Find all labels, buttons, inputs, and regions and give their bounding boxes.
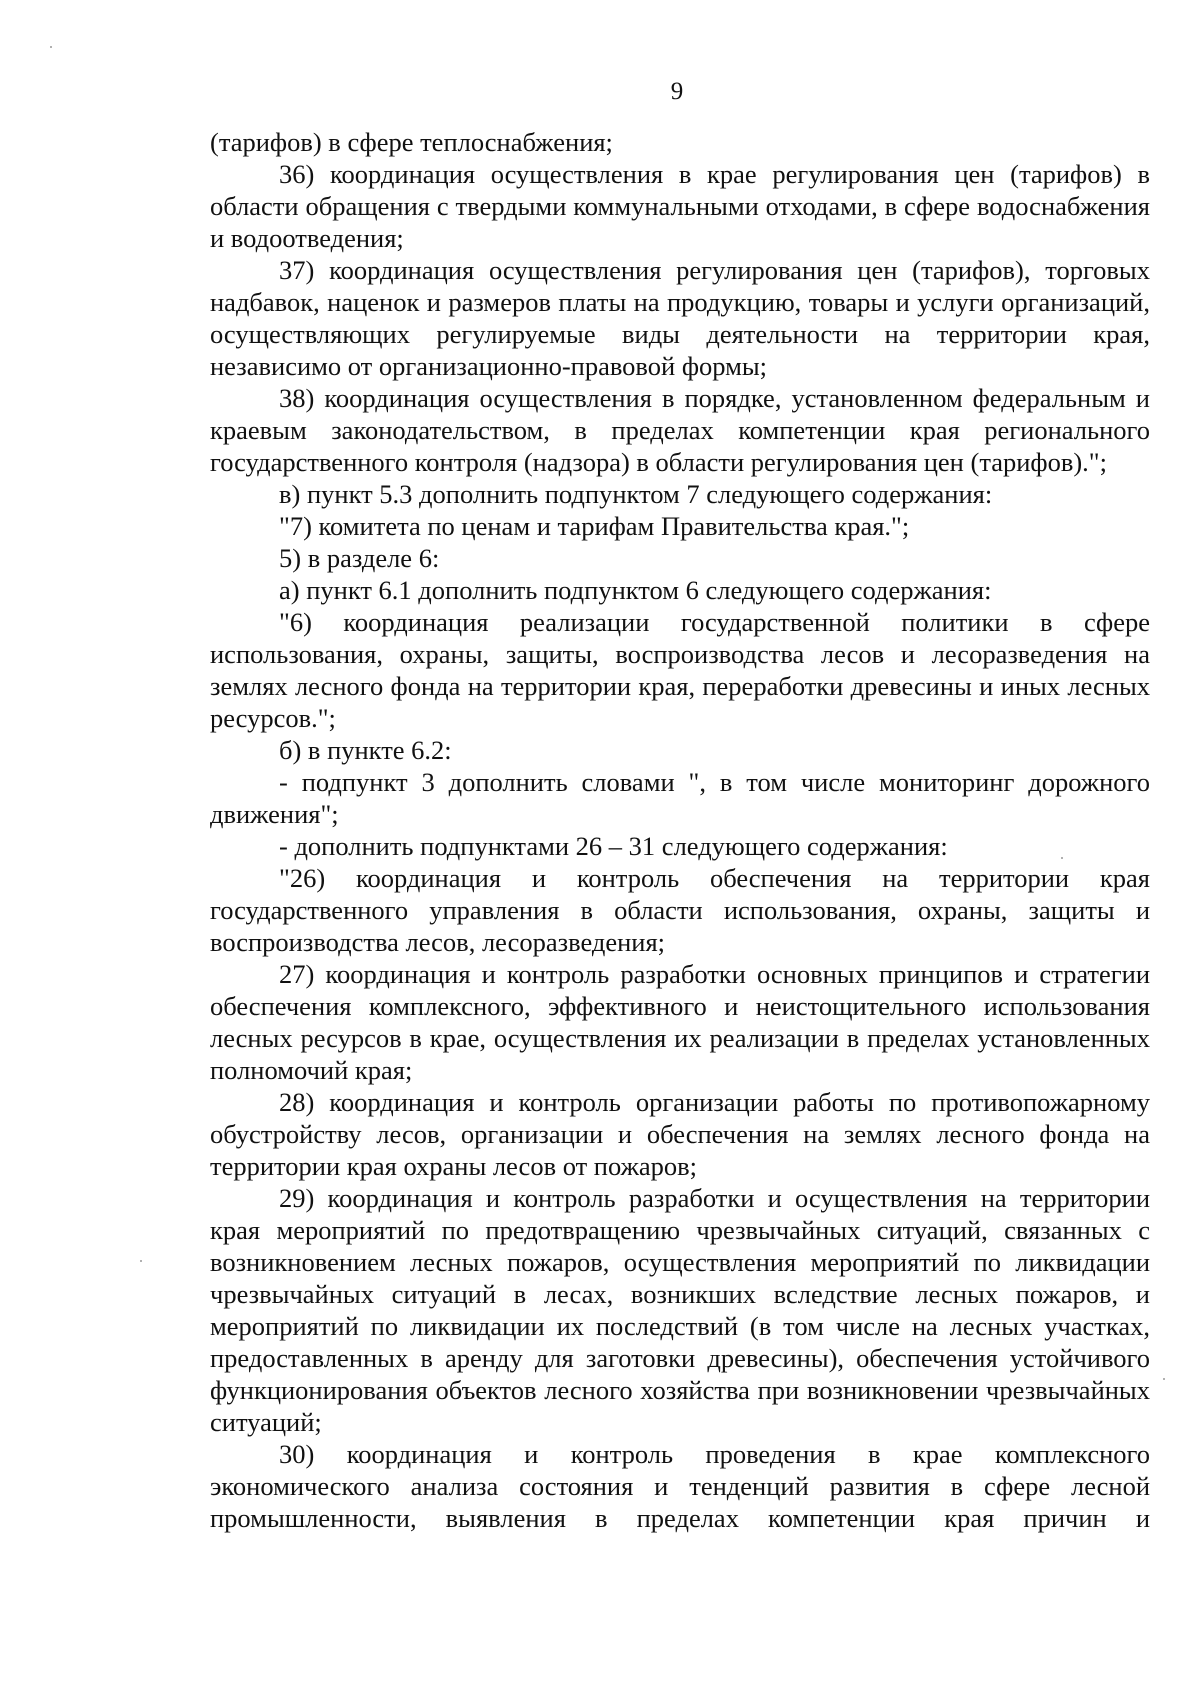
- paragraph-13: 27) координация и контроль разработки основных принципов и стратегии обеспечения комплексного, эффективного и неистощительного использования лесных ресурсов в крае, осуществления их реализации в пределах установленных полномочий края;: [210, 959, 1150, 1085]
- scan-speck: [140, 1260, 142, 1262]
- paragraph-8: "6) координация реализации государственной политики в сфере использования, охраны, защиты, воспроизводства лесов и лесоразведения на землях лесного фонда на территории края, переработки древесины и иных лесных ресурсов.";: [210, 607, 1150, 733]
- page-number: 9: [670, 78, 684, 105]
- paragraph-1: 36) координация осуществления в крае регулирования цен (тарифов) в области обращения с твердыми коммунальными отходами, в сфере водоснабжения и водоотведения;: [210, 159, 1150, 253]
- paragraph-4: в) пункт 5.3 дополнить подпунктом 7 следующего содержания:: [279, 479, 993, 509]
- paragraph-2: 37) координация осуществления регулирования цен (тарифов), торговых надбавок, наценок и размеров платы на продукцию, товары и услуги организаций, осуществляющих регулируемые виды деятельности на территории края, независимо от организационно-правовой формы;: [210, 255, 1150, 381]
- paragraph-12: "26) координация и контроль обеспечения на территории края государственного управления в области использования, охраны, защиты и воспроизводства лесов, лесоразведения;: [210, 863, 1150, 957]
- paragraph-0: (тарифов) в сфере теплоснабжения;: [210, 127, 613, 157]
- scan-speck: [1061, 857, 1063, 859]
- scan-speck: [50, 46, 52, 48]
- paragraph-6: 5) в разделе 6:: [279, 543, 440, 573]
- paragraph-15: 29) координация и контроль разработки и осуществления на территории края мероприятий по предотвращению чрезвычайных ситуаций, связанных с возникновением лесных пожаров, осуществления мероприятий по ликвидации чрезвычайных ситуаций в лесах, возникших вследствие лесных пожаров, и мероприятий по ликвидации их последствий (в том числе на лесных участках, предоставленных в аренду для заготовки древесины), обеспечения устойчивого функционирования объектов лесного хозяйства при возникновении чрезвычайных ситуаций;: [210, 1183, 1150, 1437]
- paragraph-9: б) в пункте 6.2:: [279, 735, 452, 765]
- paragraph-7: а) пункт 6.1 дополнить подпунктом 6 следующего содержания:: [279, 575, 992, 605]
- paragraph-14: 28) координация и контроль организации работы по противопожарному обустройству лесов, организации и обеспечения на землях лесного фонда на территории края охраны лесов от пожаров;: [210, 1087, 1150, 1181]
- paragraph-11: - дополнить подпунктами 26 – 31 следующего содержания:: [279, 831, 948, 861]
- scan-speck: [1163, 1378, 1165, 1380]
- paragraph-10: - подпункт 3 дополнить словами ", в том числе мониторинг дорожного движения";: [210, 767, 1150, 829]
- paragraph-16: 30) координация и контроль проведения в крае комплексного экономического анализа состояния и тенденций развития в сфере лесной промышленности, выявления в пределах компетенции края причин и: [210, 1439, 1150, 1533]
- paragraph-3: 38) координация осуществления в порядке, установленном федеральным и краевым законодательством, в пределах компетенции края регионального государственного контроля (надзора) в области регулирования цен (тарифов).";: [210, 383, 1150, 477]
- document-body: [210, 126, 1150, 1534]
- paragraph-5: "7) комитета по ценам и тарифам Правительства края.";: [279, 511, 910, 541]
